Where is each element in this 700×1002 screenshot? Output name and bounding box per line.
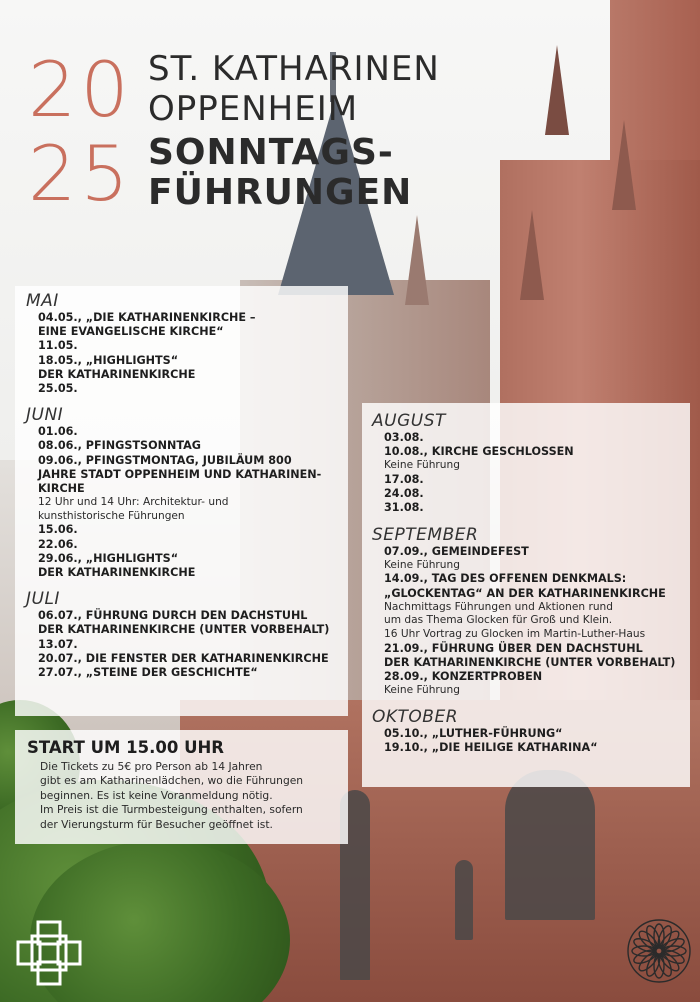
tour-note: um das Thema Glocken für Groß und Klein. [384,614,613,627]
tour-note: 12 Uhr und 14 Uhr: Architektur- und [38,496,229,509]
pinnacle [612,120,636,210]
tour-entry: DER KATHARINENKIRCHE (UNTER VORBEHALT) [38,623,330,637]
tour-entry: 03.08. [384,431,424,444]
cross-logo-icon [14,918,84,988]
tour-entry: JAHRE STADT OPPENHEIM UND KATHARINEN- [38,467,322,481]
tour-entry: 15.06. [38,523,78,537]
tour-entry: 28.09., KONZERTPROBEN [384,670,543,683]
pinnacle [545,45,569,135]
title-sunday: SONNTAGS- [148,132,394,173]
tour-entry: 22.06. [38,537,78,551]
tour-note: 16 Uhr Vortrag zu Glocken im Martin-Luther-Haus [384,628,646,640]
year-top: 20 [28,45,133,134]
month-heading: JUNI [26,405,64,426]
month-heading: AUGUST [372,411,446,431]
ticket-info [40,760,340,832]
tour-entry: 19.10., „DIE HEILIGE KATHARINA“ [384,741,598,754]
gothic-window [455,860,473,940]
tour-entry: 11.05. [38,339,78,353]
title-church-name: ST. KATHARINEN [148,49,440,89]
tour-note: kunsthistorische Führungen [38,509,185,522]
section-gap [26,580,342,590]
tour-entry: „GLOCKENTAG“ AN DER KATHARINENKIRCHE [384,586,666,600]
tour-entry: 05.10., „LUTHER-FÜHRUNG“ [384,726,563,740]
month-heading: SEPTEMBER [372,524,479,545]
tour-entry: 17.08. [384,473,424,486]
title-tours: FÜHRUNGEN [148,172,413,213]
tour-entry: 09.06., PFINGSTMONTAG, JUBILÄUM 800 [38,453,292,467]
tour-entry: 10.08., KIRCHE GESCHLOSSEN [384,445,574,459]
tour-entry: 13.07. [38,637,78,651]
ticket-info-line: der Vierungsturm für Besucher geöffnet ist. [40,817,273,831]
tour-entry: 25.05. [38,382,78,396]
rose-window-logo-icon [626,918,692,984]
month-heading: OKTOBER [372,706,459,727]
tour-entry: DER KATHARINENKIRCHE [38,367,196,381]
pinnacle [405,215,429,305]
tour-note: Keine Führung [384,684,460,697]
tour-note: Keine Führung [384,459,460,472]
tour-entry: 27.07., „STEINE DER GESCHICHTE“ [38,666,258,680]
start-time-heading: START UM 15.00 UHR [27,738,225,757]
tour-entry: 29.06., „HIGHLIGHTS“ [38,551,179,565]
tour-entry: 14.09., TAG DES OFFENEN DENKMALS: [384,572,627,586]
tour-entry: EINE EVANGELISCHE KIRCHE“ [38,325,224,339]
tour-entry: 24.08. [384,487,424,501]
tour-entry: 18.05., „HIGHLIGHTS“ [38,353,179,367]
month-heading: JULI [26,589,60,610]
gothic-window [505,770,595,920]
tour-entry: 20.07., DIE FENSTER DER KATHARINENKIRCHE [38,651,329,665]
tour-entry: DER KATHARINENKIRCHE (UNTER VORBEHALT) [384,655,676,669]
tour-entry: 06.07., FÜHRUNG DURCH DEN DACHSTUHL [38,609,308,623]
schedule-column-left [26,292,342,680]
tour-entry: 01.06. [38,425,78,439]
year-bottom: 25 [28,129,133,218]
ticket-info-line: Die Tickets zu 5€ pro Person ab 14 Jahren [40,760,263,773]
schedule-column-right [372,412,684,755]
tour-note: Nachmittags Führungen und Aktionen rund [384,600,613,613]
month-heading: MAI [26,291,59,311]
tour-note: Keine Führung [384,558,460,571]
tour-entry: 08.06., PFINGSTSONNTAG [38,439,201,453]
title-town: OPPENHEIM [148,89,359,129]
ticket-info-line: gibt es am Katharinenlädchen, wo die Führungen [40,774,304,788]
section-gap [26,396,342,406]
tour-entry: 07.09., GEMEINDEFEST [384,544,529,558]
tour-entry: 04.05., „DIE KATHARINENKIRCHE – [38,311,256,324]
tour-entry: 21.09., FÜHRUNG ÜBER DEN DACHSTUHL [384,641,643,655]
ticket-info-line: beginnen. Es ist keine Voranmeldung nötig. [40,788,273,802]
tour-entry: KIRCHE [38,482,85,496]
tour-entry: 31.08. [384,501,424,515]
pinnacle [520,210,544,300]
ticket-info-line: Im Preis ist die Turmbesteigung enthalten, sofern [40,803,303,817]
tour-entry: DER KATHARINENKIRCHE [38,566,196,580]
